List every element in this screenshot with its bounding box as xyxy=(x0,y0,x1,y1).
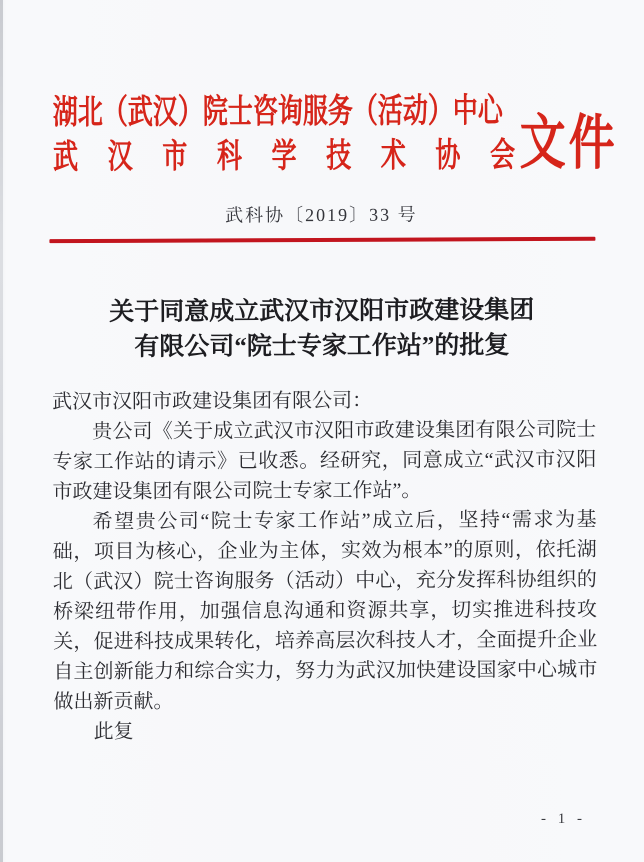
recipient-line: 武汉市汉阳市政建设集团有限公司： xyxy=(52,389,373,414)
closing-line: 此复 xyxy=(93,720,134,744)
issuer-name-line1: 湖北（武汉）院士咨询服务（活动）中心 xyxy=(52,93,503,132)
red-letterhead xyxy=(0,89,643,204)
red-divider-line xyxy=(49,237,595,243)
document-body xyxy=(0,385,644,748)
document-number: 武科协〔2019〕33 号 xyxy=(225,204,418,226)
document-title-line1: 关于同意成立武汉市汉阳市政建设集团 xyxy=(109,297,535,326)
body-paragraph-1: 贵公司《关于成立武汉市汉阳市政建设集团有限公司院士专家工作站的请示》已收悉。经研究，同意成立“武汉市汉阳市政建设集团有限公司院士专家工作站”。 xyxy=(52,418,597,504)
body-paragraph-2: 希望贵公司“院士专家工作站”成立后，坚持“需求为基础，项目为核心，企业为主体，实效为根本”的原则，依托湖北（武汉）院士咨询服务（活动）中心，充分发挥科协组织的桥梁纽带作用，加强信息沟通和资源共享，切实推进科技攻关，促进科技成果转化，培养高层次科技人才，全面提升企业自主创新能力和综合实力，努力为武汉加快建设国家中心城市做出新贡献。 xyxy=(52,508,598,714)
document-title-line2: 有限公司“院士专家工作站”的批复 xyxy=(134,332,510,361)
page-number: - 1 - xyxy=(541,811,586,827)
document-type-label: 文件 xyxy=(519,109,618,177)
issuer-name-line2: 武汉市科学技术协会 xyxy=(52,137,516,177)
document-title xyxy=(0,293,644,366)
issuing-authority xyxy=(53,89,515,180)
